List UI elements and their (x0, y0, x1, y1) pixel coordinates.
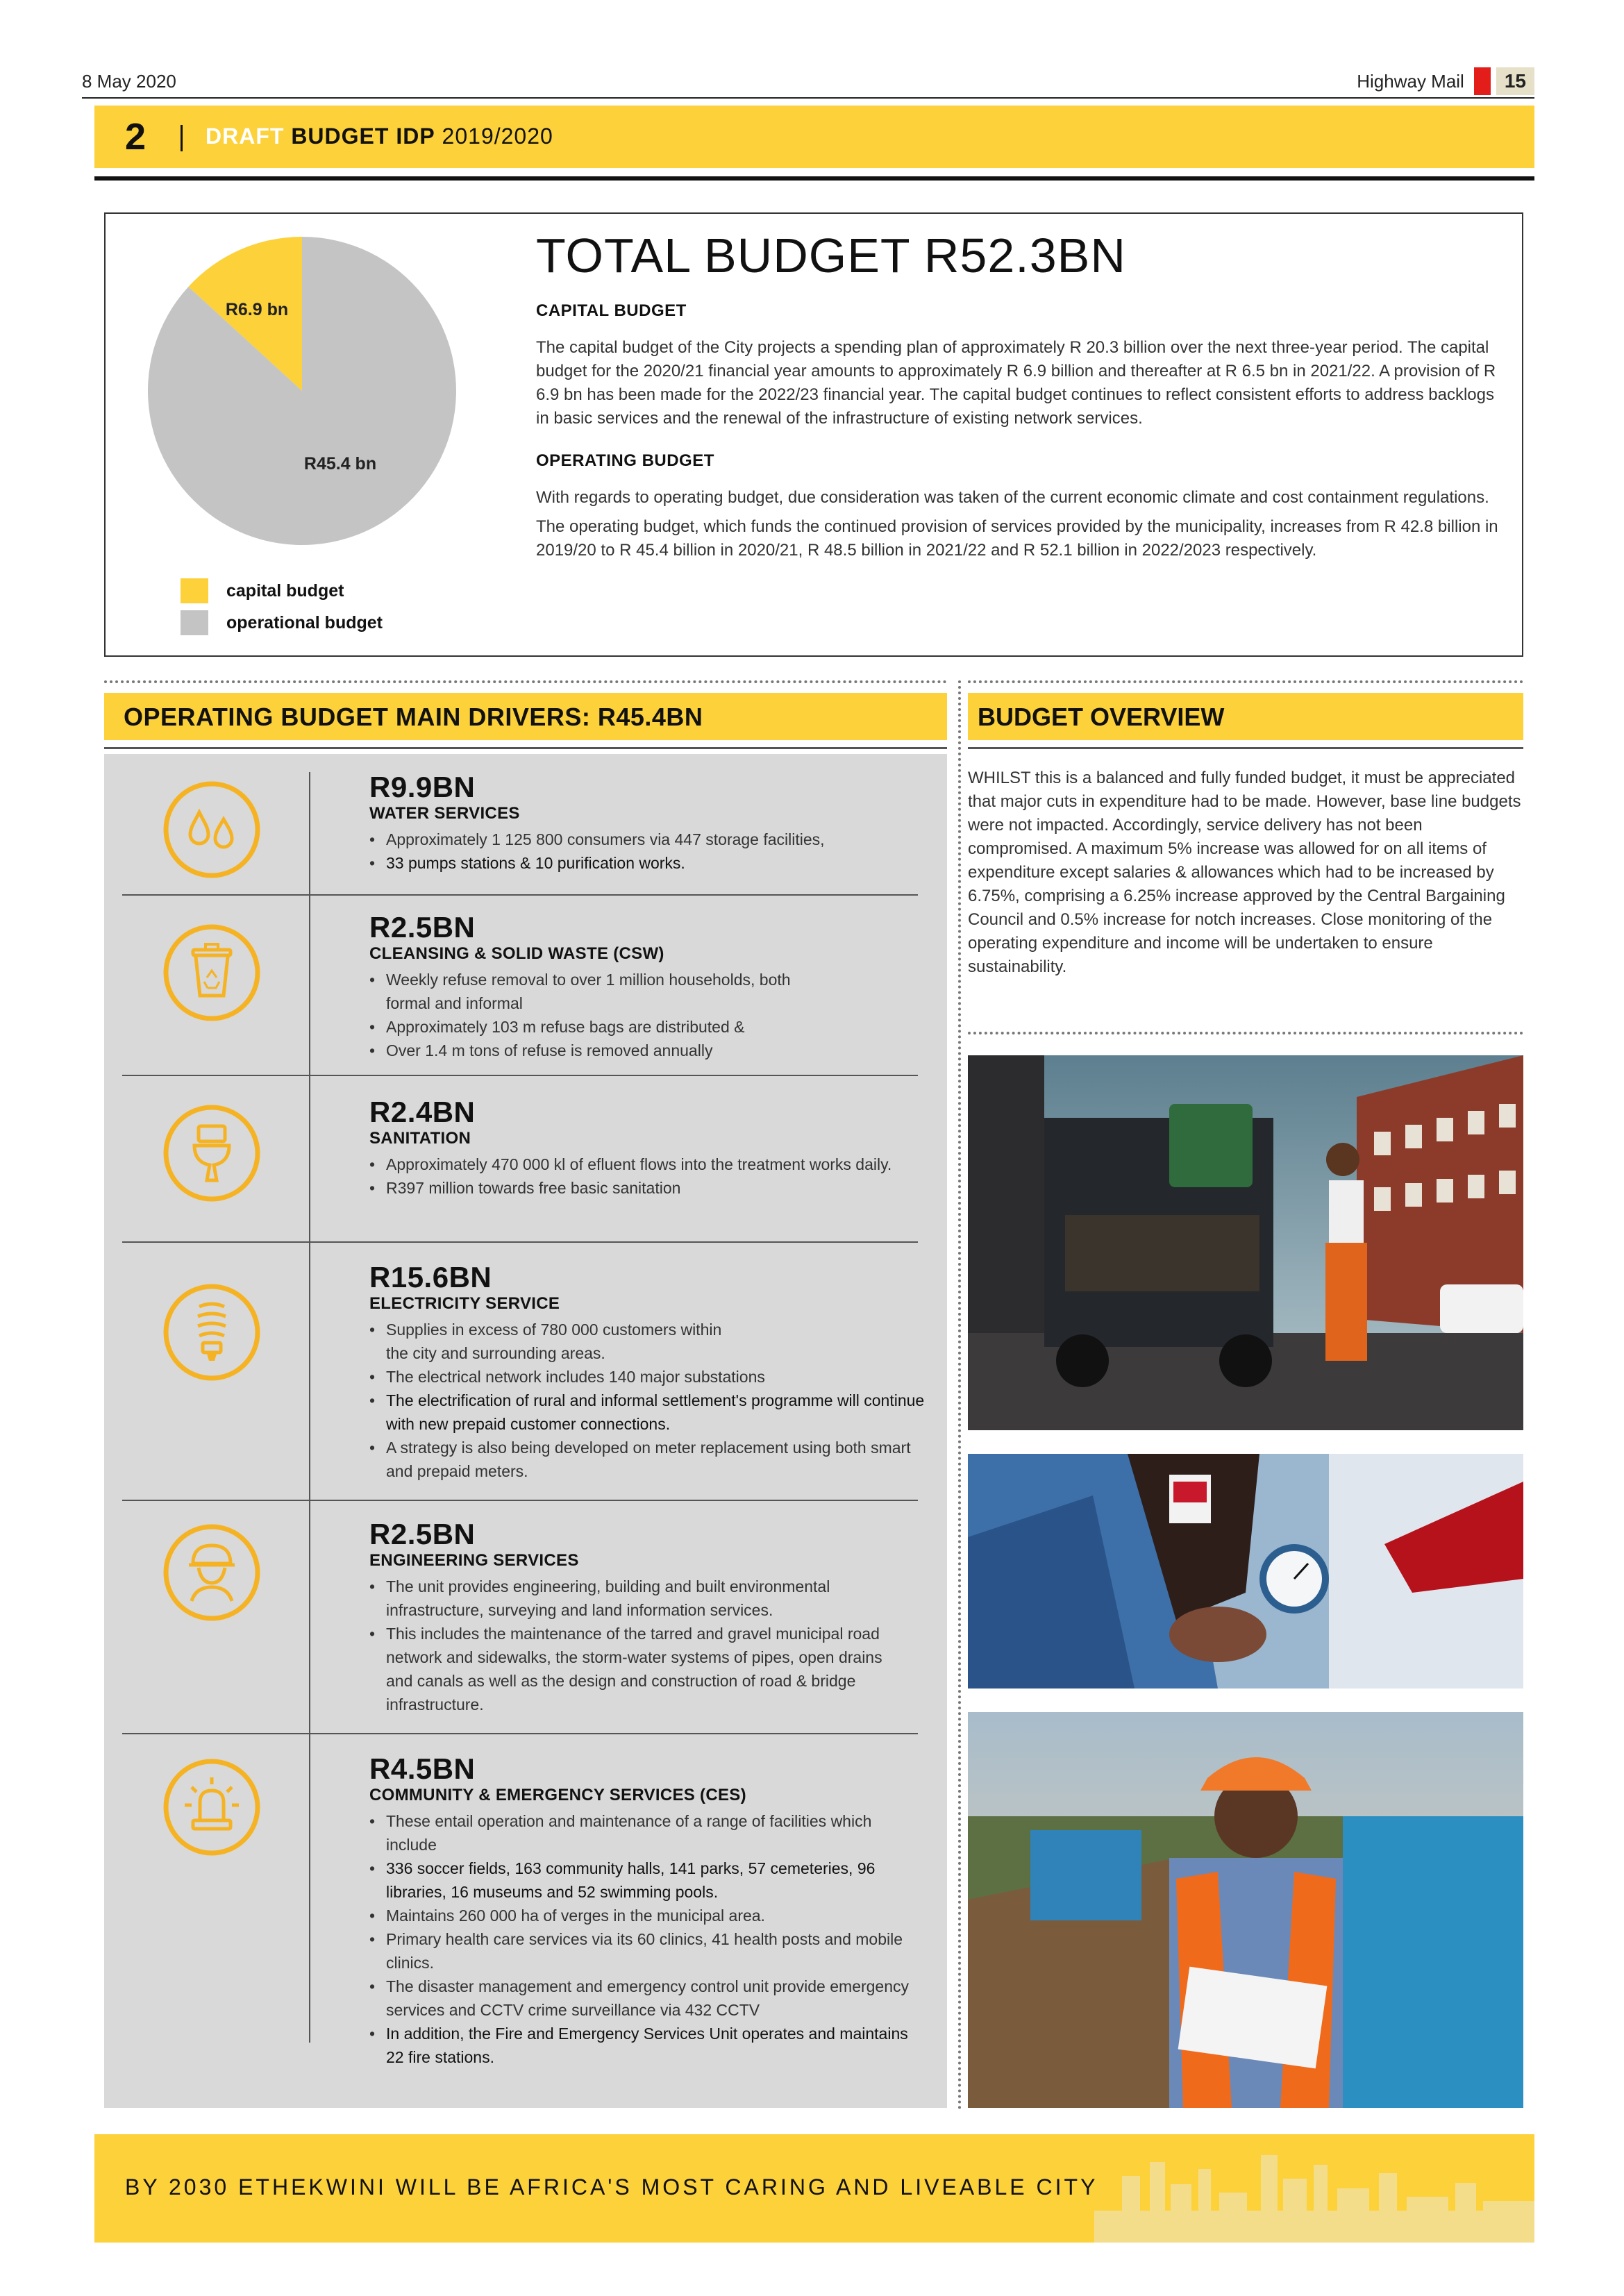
driver-water-body (369, 771, 925, 875)
overview-rule (968, 747, 1523, 749)
driver-name: CLEANSING & SOLID WASTE (CSW) (369, 944, 664, 963)
driver-name: ENGINEERING SERVICES (369, 1551, 579, 1570)
bullet-item: • The electrical network includes 140 major substations (369, 1365, 925, 1389)
drivers-top-dots (104, 680, 947, 683)
operating-budget-text-2: The operating budget, which funds the continued provision of services provided by the municipality, increases from R 42.8 billion in 2019/20 to R 45.4 billion in 2020/21, R 48.5 billion in 2021/22 and R 52.1 billion in 2022/2023 respectively. (536, 517, 1498, 560)
pie-legend (181, 575, 383, 639)
driver-amount: R2.5BN (369, 911, 476, 944)
bullet-item: • 33 pumps stations & 10 purification works. (369, 851, 925, 875)
driver-sanitation-body (369, 1096, 925, 1200)
overview-top-dots (968, 680, 1523, 683)
driver-amount: R2.4BN (369, 1096, 476, 1128)
bullet-item: • Supplies in excess of 780 000 customers within the city and surrounding areas. (369, 1318, 744, 1365)
worker-clipboard-photo (968, 1712, 1523, 2108)
total-budget-text (536, 228, 1501, 568)
bullet-item: • A strategy is also being developed on meter replacement using both smart and prepaid meters. (369, 1436, 925, 1483)
driver-bullets (369, 1575, 911, 1716)
driver-bullets (369, 1153, 897, 1200)
driver-amount: R2.5BN (369, 1518, 476, 1550)
capital-budget-heading: CAPITAL BUDGET (536, 301, 687, 320)
operating-budget-heading: OPERATING BUDGET (536, 451, 714, 470)
driver-name: COMMUNITY & EMERGENCY SERVICES (CES) (369, 1786, 746, 1804)
bullet-item: • Maintains 260 000 ha of verges in the municipal area. (369, 1904, 911, 1927)
driver-separator (122, 1500, 918, 1501)
overview-heading: BUDGET OVERVIEW (978, 703, 1225, 731)
legend-item-operational (181, 607, 383, 639)
legend-swatch-operational (181, 610, 208, 635)
legend-label-capital: capital budget (226, 580, 344, 601)
driver-name: ELECTRICITY SERVICE (369, 1294, 560, 1313)
section-header-band (94, 106, 1534, 168)
legend-swatch-capital (181, 578, 208, 603)
driver-amount: R9.9BN (369, 771, 476, 803)
masthead-right (1357, 67, 1534, 96)
title-year: 2019/2020 (442, 124, 553, 149)
capital-budget-text: The capital budget of the City projects a spending plan of approximately R 20.3 billion over the next three-year period. The capital budget for the 2020/21 financial year amounts to approximately R 6.9 billion and thereafter at R 6.5 bn in 2021/22. A provision of R 6.9 bn has been made for the 2022/23 financial year. The capital budget continues to reflect consistent efforts to address backlogs in basic services and the renewal of the infrastructure of existing network services. (536, 338, 1496, 428)
publication-date: 8 May 2020 (82, 71, 176, 92)
driver-separator (122, 1241, 918, 1243)
water-drops-icon (161, 779, 262, 880)
overview-text: WHILST this is a balanced and fully funded budget, it must be appreciated that major cuts in expenditure had to be made. However, base line budgets were not impacted. Accordingly, service delivery has not been compromised. A maximum 5% increase was allowed for on all items of expenditure except salaries & allowances which had to be increased by 6.75%, comprising a 6.25% increase approved by the Central Bargaining Council and 0.5% increase for notch increases. Close monitoring of the operating expenditure and income will be undertaken to ensure sustainability. (968, 769, 1521, 976)
newspaper-name: Highway Mail (1357, 70, 1464, 92)
city-skyline-graphic (1094, 2134, 1534, 2243)
title-budget-idp: BUDGET IDP (291, 124, 435, 149)
driver-bullets (369, 1318, 925, 1483)
driver-community-body (369, 1752, 925, 2069)
bullet-item: • Primary health care services via its 60 clinics, 41 health posts and mobile clinics. (369, 1927, 911, 1975)
driver-amount: R15.6BN (369, 1261, 492, 1293)
bullet-item: • R397 million towards free basic sanitation (369, 1176, 897, 1200)
drivers-rule (104, 747, 947, 749)
bullet-item: • The disaster management and emergency control unit provide emergency services and CCTV crime surveillance via 432 CCTV (369, 1975, 911, 2022)
header-divider (181, 125, 183, 151)
drivers-heading-bar (104, 693, 947, 740)
column-divider-dots (958, 680, 961, 2111)
section-title (206, 124, 553, 149)
budget-pie-chart (146, 235, 458, 547)
drivers-heading: OPERATING BUDGET MAIN DRIVERS: R45.4BN (124, 703, 703, 731)
bullet-item: • These entail operation and maintenance of a range of facilities which include (369, 1809, 911, 1857)
overview-heading-bar (968, 693, 1523, 740)
driver-bullets (369, 1809, 911, 2069)
driver-bullets (369, 828, 925, 875)
refuse-truck-photo (968, 1055, 1523, 1430)
bullet-item: • Approximately 470 000 kl of efluent flows into the treatment works daily. (369, 1153, 897, 1176)
page-number: 15 (1496, 67, 1534, 95)
blood-pressure-illustration (968, 1454, 1523, 1689)
header-rule (94, 176, 1534, 181)
worker-clipboard-illustration (968, 1712, 1523, 2108)
pie-label-operational: R45.4 bn (303, 454, 377, 474)
red-marker (1474, 67, 1491, 95)
operating-budget-text-1: With regards to operating budget, due consideration was taken of the current economic climate and cost containment regulations. (536, 488, 1489, 507)
siren-icon (161, 1757, 262, 1858)
legend-item-capital (181, 575, 383, 607)
bullet-item: • This includes the maintenance of the tarred and gravel municipal road network and sidewalks, the storm-water systems of pipes, open drains and canals as well as the design and construction of road & bridge infrastructure. (369, 1622, 911, 1716)
driver-name: SANITATION (369, 1129, 471, 1148)
driver-cleansing-body (369, 911, 925, 1062)
driver-electricity-body (369, 1261, 925, 1483)
title-draft: DRAFT (206, 124, 285, 149)
footer-band (94, 2134, 1534, 2243)
driver-separator (122, 894, 918, 896)
blood-pressure-photo (968, 1454, 1523, 1689)
bullet-item: • The unit provides engineering, building and built environmental infrastructure, surveying and land information services. (369, 1575, 911, 1622)
pie-label-capital: R6.9 bn (225, 300, 289, 319)
icon-column-rule (309, 772, 310, 2043)
toilet-icon (161, 1103, 262, 1204)
total-budget-title: TOTAL BUDGET R52.3BN (536, 228, 1126, 283)
driver-separator (122, 1733, 918, 1734)
bullet-item: • In addition, the Fire and Emergency Services Unit operates and maintains 22 fire stations. (369, 2022, 911, 2069)
recycle-bin-icon (161, 922, 262, 1023)
masthead (82, 67, 1534, 99)
engineer-icon (161, 1522, 262, 1623)
driver-bullets (369, 968, 814, 1062)
driver-engineering-body (369, 1518, 925, 1716)
bullet-item: • Weekly refuse removal to over 1 million households, both formal and informal (369, 968, 814, 1015)
driver-name: WATER SERVICES (369, 804, 520, 823)
overview-bottom-dots (968, 1032, 1523, 1034)
light-bulb-icon (161, 1282, 262, 1383)
section-number: 2 (125, 116, 147, 158)
bullet-item: • Over 1.4 m tons of refuse is removed annually (369, 1039, 814, 1062)
total-budget-box (104, 212, 1523, 657)
bullet-item: • The electrification of rural and informal settlement's programme will continue with new prepaid customer connections. (369, 1389, 925, 1436)
legend-label-operational: operational budget (226, 612, 383, 632)
refuse-truck-illustration (968, 1055, 1523, 1430)
bullet-item: • Approximately 103 m refuse bags are distributed & (369, 1015, 814, 1039)
bullet-item: • Approximately 1 125 800 consumers via 447 storage facilities, (369, 828, 925, 851)
bullet-item: • 336 soccer fields, 163 community halls, 141 parks, 57 cemeteries, 96 libraries, 16 museums and 52 swimming pools. (369, 1857, 911, 1904)
footer-slogan: BY 2030 ETHEKWINI WILL BE AFRICA'S MOST CARING AND LIVEABLE CITY (125, 2175, 1098, 2199)
driver-amount: R4.5BN (369, 1752, 476, 1785)
driver-separator (122, 1075, 918, 1076)
